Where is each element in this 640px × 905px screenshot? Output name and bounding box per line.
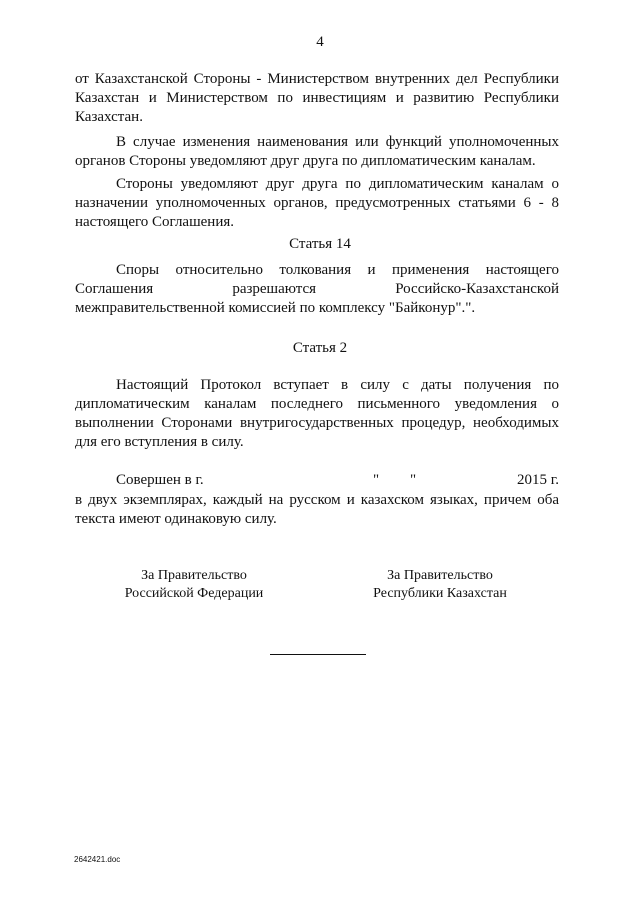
page-number: 4: [316, 34, 324, 50]
signature-block-russia: [104, 567, 284, 603]
end-divider: [270, 654, 366, 655]
paragraph-entry-into-force: Настоящий Протокол вступает в силу с даты получения по дипломатическим каналам последнего письменного уведомления о выполнении Сторонами внутригосударственных процедур, необходимых для его вступления в силу.: [75, 377, 559, 450]
article-2-section: [75, 376, 559, 456]
article-14-section: [75, 261, 559, 322]
signature-kazakhstan-line1: За Правительство: [387, 568, 493, 583]
signature-block-kazakhstan: [350, 567, 530, 603]
signed-prefix: Совершен в г.: [116, 472, 204, 488]
signed-year: 2015 г.: [517, 472, 559, 488]
article-2-heading: Статья 2: [292, 340, 348, 356]
article-14-heading: Статья 14: [289, 236, 351, 252]
signature-russia-line1: За Правительство: [141, 568, 247, 583]
signature-kazakhstan-line2: Республики Казахстан: [373, 586, 507, 601]
paragraph-authorities-kz: от Казахстанской Стороны - Министерством внутренних дел Республики Казахстан и Министерством по инвестициям и развитию Республики Казахстан.: [75, 71, 559, 125]
paragraph-disputes: Споры относительно толкования и применения настоящего Соглашения разрешаются Российско-Казахстанской межправительственной комиссией по комплексу "Байконур".".: [75, 262, 559, 316]
signed-continuation: [75, 491, 559, 533]
signature-russia-line2: Российской Федерации: [124, 586, 264, 601]
signed-at-line: [116, 471, 559, 490]
paragraph-copies: в двух экземплярах, каждый на русском и казахском языках, причем оба текста имеют одинаковую силу.: [75, 492, 559, 527]
paragraph-name-change: В случае изменения наименования или функций уполномоченных органов Стороны уведомляют друг друга по дипломатическим каналам.: [75, 134, 559, 169]
opening-section: [75, 70, 559, 236]
date-quote-close: ": [410, 472, 417, 488]
footer-filename: 2642421.doc: [74, 855, 121, 864]
paragraph-notification: Стороны уведомляют друг друга по дипломатическим каналам о назначении уполномоченных органов, предусмотренных статьями 6 - 8 настоящего Соглашения.: [75, 176, 559, 230]
date-quote-open: ": [373, 472, 380, 488]
